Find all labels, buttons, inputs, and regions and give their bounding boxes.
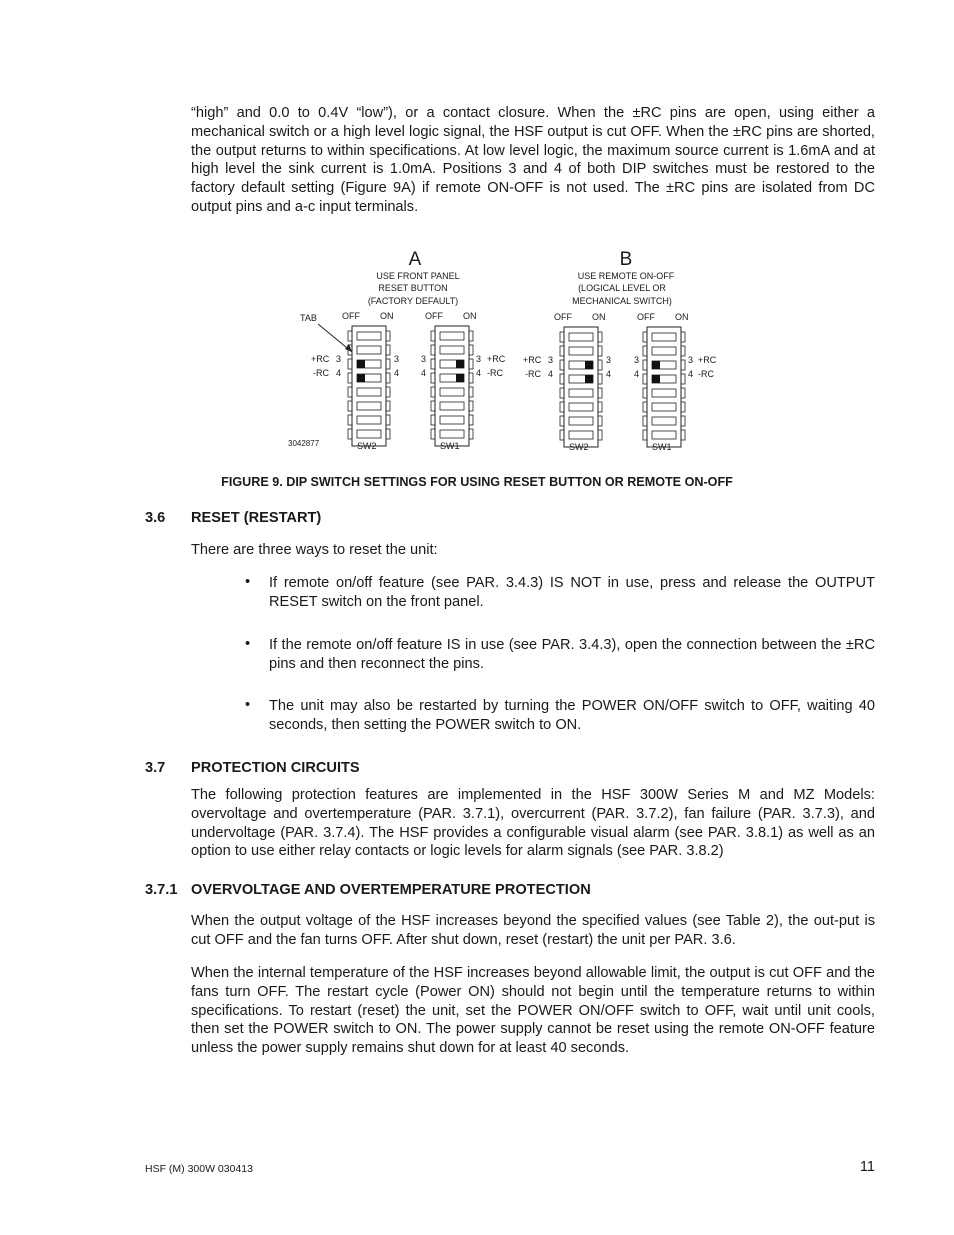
dip-slot [569,347,593,355]
dip-pin-left [643,374,647,384]
dip-knob [585,375,593,383]
dip-pin-right [598,360,602,370]
dip-pin-right [386,359,390,369]
b-sw1-right-rc4: -RC [698,369,714,379]
a-sw2-left-pos3: 3 [336,354,342,364]
dip-pin-left [560,360,564,370]
bullet-marker: • [245,574,251,590]
b-sw2-left-rc3: +RC [523,355,542,365]
dip-pin-left [643,430,647,440]
b-sw2-in3: 3 [606,355,612,365]
dip-pin-left [431,345,435,355]
dip-slot [357,388,381,396]
dip-pin-right [469,373,473,383]
a-sw1-right-pos3: 3 [476,354,482,364]
dip-slot [652,347,676,355]
section-3-7-1-para-1: When the output voltage of the HSF increases beyond the specified values (see Table 2), the out-put is cut OFF and the fan turns OFF. After shut down, reset (restart) the unit per PAR. 3.6. [191,913,875,948]
b-sw2-rows [560,332,602,440]
dip-pin-left [560,346,564,356]
a-sw2-in4: 4 [394,368,400,378]
dip-pin-right [469,415,473,425]
dip-pin-right [681,332,685,342]
b-sw1-right-rc3: +RC [698,355,717,365]
dip-slot [440,430,464,438]
dip-pin-left [348,359,352,369]
a-sw2-left-rc3: +RC [311,354,330,364]
dip-pin-left [643,346,647,356]
dip-slot [440,346,464,354]
b-sw1-right-pos4: 4 [688,369,694,379]
dip-slot [569,333,593,341]
dip-pin-left [348,331,352,341]
dip-pin-left [431,387,435,397]
dip-pin-left [348,373,352,383]
part-number: 3042877 [288,439,320,448]
dip-knob [357,374,365,382]
dip-knob [652,361,660,369]
dip-slot [357,402,381,410]
dip-knob [456,374,464,382]
a-sw1-in4: 4 [421,368,427,378]
dip-switch-figure [280,240,720,460]
dip-slot [357,430,381,438]
dip-knob [456,360,464,368]
dip-slot [569,417,593,425]
b-sw2-left-rc4: -RC [525,369,541,379]
page-number: 11 [859,1159,875,1175]
dip-slot [357,346,381,354]
a-sw2-rows [348,331,390,439]
dip-pin-right [469,359,473,369]
dip-knob [652,375,660,383]
dip-pin-left [560,374,564,384]
dip-pin-right [469,345,473,355]
b-sw1-off: OFF [637,312,655,322]
a-sw2-left-pos4: 4 [336,368,342,378]
b-sw2-on: ON [592,312,606,322]
a-sw2-off: OFF [342,311,360,321]
dip-pin-left [643,388,647,398]
dip-pin-right [681,402,685,412]
dip-slot [357,416,381,424]
b-sw1-right-pos3: 3 [688,355,694,365]
b-sw1-in4: 4 [634,369,640,379]
dip-pin-left [431,415,435,425]
dip-pin-right [681,360,685,370]
a-sw1-rows [431,331,473,439]
dip-slot [652,333,676,341]
figure-caption: FIGURE 9. DIP SWITCH SETTINGS FOR USING RESET BUTTON OR REMOTE ON-OFF [221,475,733,489]
bullet-item: The unit may also be restarted by turning the POWER ON/OFF switch to OFF, waiting 40 seconds, then setting the POWER switch to ON. [269,698,875,733]
b-sw2-off: OFF [554,312,572,322]
dip-slot [440,388,464,396]
b-sw1-in3: 3 [634,355,640,365]
dip-knob [585,361,593,369]
a-sw1-off: OFF [425,311,443,321]
dip-slot [652,389,676,397]
b-sw2-left-pos3: 3 [548,355,554,365]
dip-pin-right [598,332,602,342]
dip-pin-left [643,402,647,412]
dip-pin-left [431,401,435,411]
section-title: PROTECTION CIRCUITS [191,760,360,776]
panel-b-desc-3: MECHANICAL SWITCH) [572,296,672,306]
dip-slot [652,417,676,425]
section-title: OVERVOLTAGE AND OVERTEMPERATURE PROTECTION [191,882,591,898]
section-3-7-1-para-2: When the internal temperature of the HSF increases beyond allowable limit, the output is cut OFF and the fans turn OFF. The restart cycle (Power ON) should not begin until the temperature returns to within specifications. To restart (reset) the unit, set the POWER ON/OFF switch to OFF, wait until unit cools, then set the POWER switch to ON. The power supply cannot be reset using the remote ON-OFF feature unless the power supply remains shut down for at least 40 seconds. [191,965,875,1057]
dip-pin-right [386,401,390,411]
dip-pin-right [598,388,602,398]
dip-pin-left [348,415,352,425]
dip-pin-right [386,373,390,383]
dip-pin-left [431,429,435,439]
b-sw1-label: SW1 [652,442,672,452]
dip-pin-left [431,373,435,383]
b-sw2-label: SW2 [569,442,589,452]
dip-knob [357,360,365,368]
dip-pin-left [431,331,435,341]
dip-pin-left [560,416,564,426]
tab-label: TAB [300,313,317,323]
dip-pin-right [598,402,602,412]
dip-pin-left [348,429,352,439]
dip-pin-right [386,429,390,439]
panel-a-desc-3: (FACTORY DEFAULT) [367,296,459,306]
dip-pin-left [348,401,352,411]
bullet-item: If remote on/off feature (see PAR. 3.4.3) IS NOT in use, press and release the OUTPUT RESET switch on the front panel. [269,575,875,610]
dip-pin-left [643,416,647,426]
dip-slot [569,403,593,411]
b-sw1-on: ON [675,312,689,322]
panel-a-desc-2: RESET BUTTON [378,283,448,293]
dip-slot [440,402,464,410]
b-sw2-in4: 4 [606,369,612,379]
dip-pin-right [598,346,602,356]
panel-a-desc-1: USE FRONT PANEL [376,271,460,281]
b-sw2-left-pos4: 4 [548,369,554,379]
a-sw1-right-rc3: +RC [487,354,506,364]
panel-a-letter: A [408,249,422,270]
a-sw1-right-pos4: 4 [476,368,482,378]
section-number: 3.6 [145,510,166,526]
panel-b-desc-1: USE REMOTE ON-OFF [577,271,675,281]
dip-pin-right [681,388,685,398]
a-sw2-left-rc4: -RC [313,368,329,378]
footer-doc-id: HSF (M) 300W 030413 [145,1163,253,1175]
panel-b-sw1 [634,312,717,452]
dip-pin-right [598,416,602,426]
dip-pin-right [469,331,473,341]
a-sw1-right-rc4: -RC [487,368,503,378]
dip-pin-left [643,360,647,370]
bullet-marker: • [245,697,251,713]
dip-pin-right [386,331,390,341]
b-sw1-rows [643,332,685,440]
panel-b-sw2 [523,312,611,452]
dip-pin-right [681,430,685,440]
dip-slot [569,431,593,439]
dip-pin-left [431,359,435,369]
dip-pin-left [560,388,564,398]
dip-pin-left [348,387,352,397]
panel-a-sw1 [421,311,506,451]
dip-pin-right [469,429,473,439]
dip-slot [440,416,464,424]
dip-pin-right [598,374,602,384]
dip-pin-right [469,401,473,411]
dip-pin-right [469,387,473,397]
dip-slot [440,332,464,340]
bullet-item: If the remote on/off feature IS in use (see PAR. 3.4.3), open the connection between the ±RC pins and then reconnect the pins. [269,637,875,672]
section-number: 3.7 [145,760,166,776]
dip-pin-right [598,430,602,440]
panel-b-desc-2: (LOGICAL LEVEL OR [578,283,666,293]
section-3-7-body: The following protection features are implemented in the HSF 300W Series M and MZ Models: overvoltage and overtemperature (PAR. 3.7.1), overcurrent (PAR. 3.7.2), fan failure (PAR. 3.7.3), and undervoltage (PAR. 3.7.4). The HSF provides a configurable visual alarm (see PAR. 3.8.1) as well as an option to use either relay contacts or logic levels for alarm signals (see PAR. 3.8.2) [191,787,875,860]
a-sw1-label: SW1 [440,441,460,451]
section-title: RESET (RESTART) [191,510,322,526]
dip-pin-right [681,374,685,384]
dip-pin-right [681,346,685,356]
dip-pin-right [386,415,390,425]
dip-slot [652,403,676,411]
dip-pin-right [386,345,390,355]
section-3-6-intro: There are three ways to reset the unit: [191,542,438,558]
panel-a-sw2 [311,311,399,451]
dip-slot [652,431,676,439]
a-sw2-label: SW2 [357,441,377,451]
section-number: 3.7.1 [145,882,178,898]
a-sw1-in3: 3 [421,354,427,364]
dip-pin-left [560,430,564,440]
bullet-marker: • [245,636,251,652]
dip-pin-left [560,402,564,412]
panel-b-letter: B [619,249,633,270]
a-sw2-on: ON [380,311,394,321]
a-sw2-in3: 3 [394,354,400,364]
dip-slot [569,389,593,397]
dip-slot [357,332,381,340]
a-sw1-on: ON [463,311,477,321]
dip-pin-right [386,387,390,397]
intro-paragraph: “high” and 0.0 to 0.4V “low”), or a contact closure. When the ±RC pins are open, using either a mechanical switch or a high level logic signal, the HSF output is cut OFF. When the ±RC pins are shorted, the output returns to within specifications. At low level logic, the maximum source current is 1.6mA and at high level the sink current is 1.0mA. Positions 3 and 4 of both DIP switches must be restored to the factory default setting (Figure 9A) if remote ON-OFF is not used. The ±RC pins are isolated from DC output pins and a-c input terminals. [191,105,875,215]
dip-pin-left [560,332,564,342]
dip-pin-left [643,332,647,342]
dip-pin-right [681,416,685,426]
